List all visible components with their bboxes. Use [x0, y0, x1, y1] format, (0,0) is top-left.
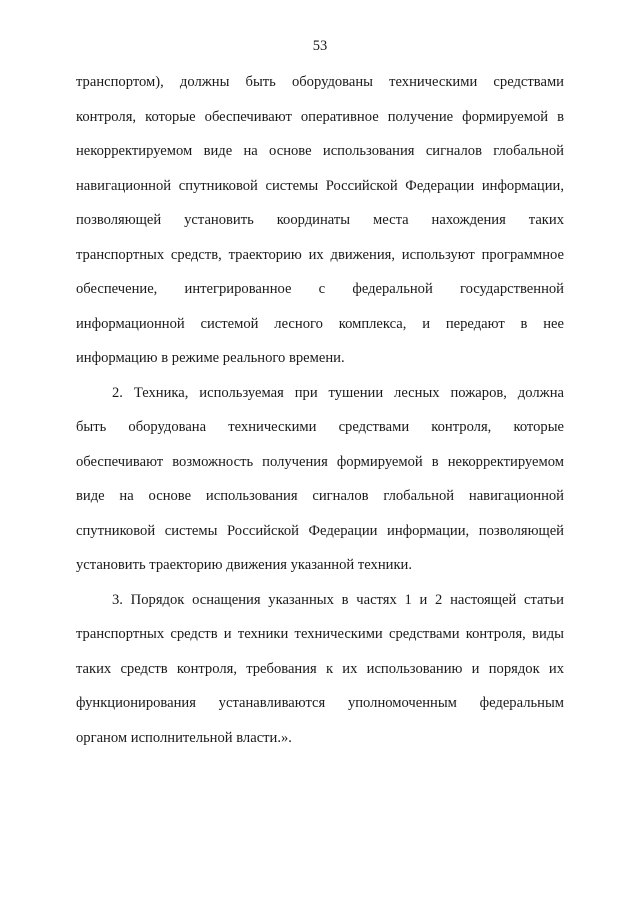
paragraph-3 [76, 590, 564, 763]
page-number: 53 [312, 38, 328, 54]
text-line: обеспечение, интегрированное с федеральной государственной [76, 281, 564, 297]
text-line: органом исполнительной власти.». [76, 729, 292, 746]
text-line: некорректируемом виде на основе использования сигналов глобальной [76, 143, 564, 159]
text-line: 2. Техника, используемая при тушении лесных пожаров, должна [112, 384, 564, 401]
text-line: транспортом), должны быть оборудованы техническими средствами [76, 74, 564, 90]
text-line: информационной системой лесного комплекса, и передают в нее [76, 315, 564, 332]
body-text [76, 72, 564, 762]
paragraph-1 [76, 72, 564, 383]
paragraph-2 [76, 383, 564, 590]
text-line: транспортных средств и техники техническими средствами контроля, виды [76, 626, 564, 642]
text-line: контроля, которые обеспечивают оперативное получение формируемой в [76, 108, 564, 125]
text-line: функционирования устанавливаются уполномоченным федеральным [76, 695, 564, 711]
text-line: 3. Порядок оснащения указанных в частях 1 и 2 настоящей статьи [112, 591, 564, 608]
text-line: быть оборудована техническими средствами контроля, которые [76, 419, 564, 435]
text-line: навигационной спутниковой системы Российской Федерации информации, [76, 177, 564, 194]
text-line: обеспечивают возможность получения формируемой в некорректируемом [76, 453, 564, 470]
text-line: позволяющей установить координаты места нахождения таких [76, 212, 564, 228]
text-line: установить траекторию движения указанной техники. [76, 557, 413, 573]
text-line: виде на основе использования сигналов глобальной навигационной [76, 488, 564, 504]
text-line: таких средств контроля, требования к их использованию и порядок их [76, 660, 564, 677]
text-line: транспортных средств, траекторию их движения, используют программное [76, 246, 564, 263]
text-line: информацию в режиме реального времени. [76, 350, 345, 366]
text-line: спутниковой системы Российской Федерации информации, позволяющей [76, 522, 564, 539]
